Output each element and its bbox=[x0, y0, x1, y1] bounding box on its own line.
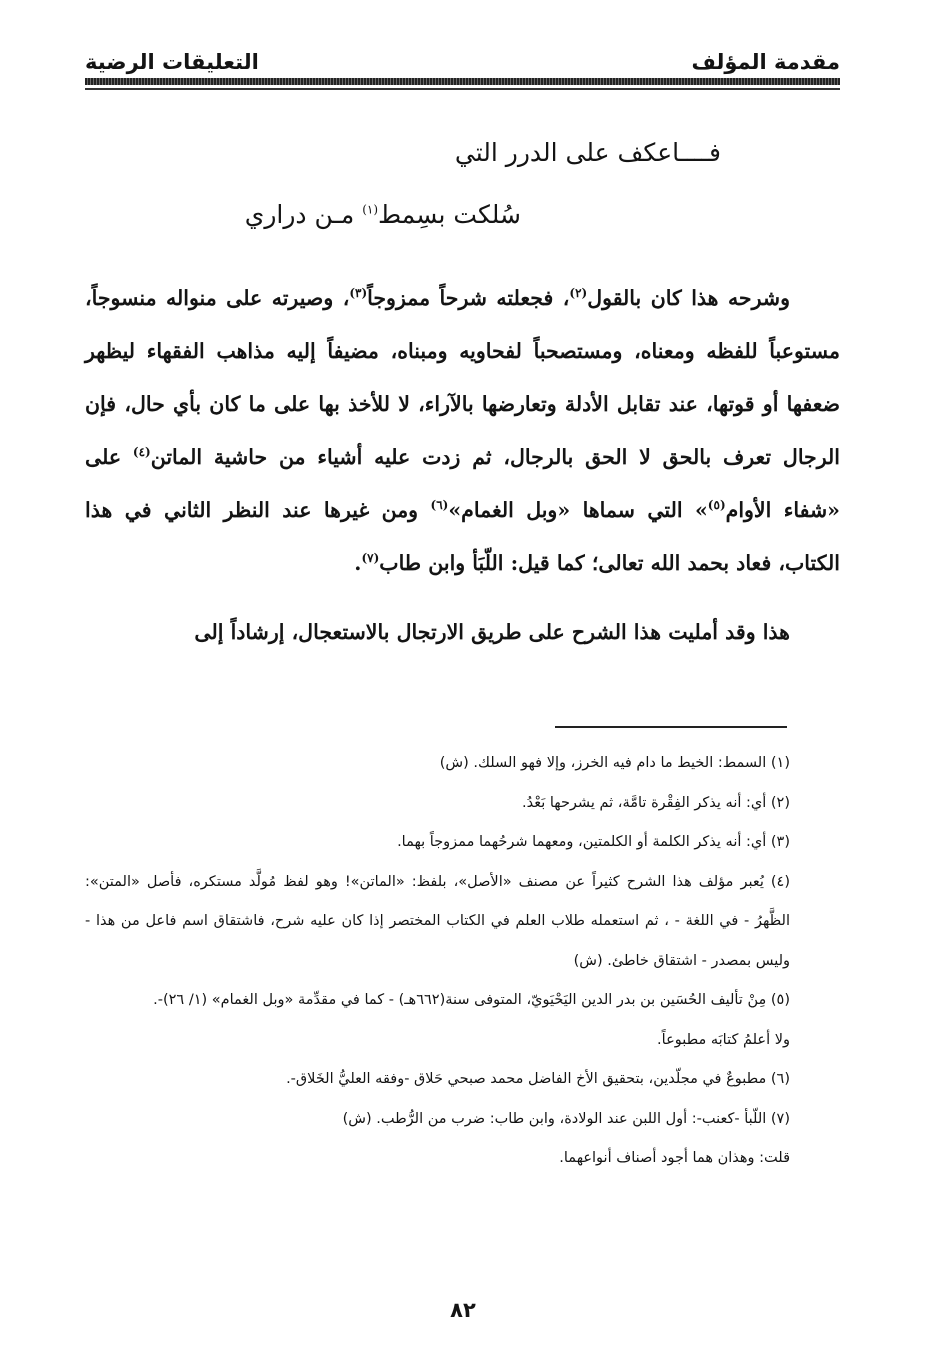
footnote-1: (١) السمط: الخيط ما دام فيه الخرز، وإلا فهو السلك. (ش) bbox=[439, 755, 790, 771]
text-run: ، وصيرته على منواله منسوجاً، مستوعباً للفظه ومعناه، ومستصحباً لفحاويه ومبناه، مضيفاً إليه مذاهب الفقهاء ليظهر ضعفها أو قوتها، عند تقابل الأدلة وتعارضها بالآراء، لا للأخذ بها على ما كان بأي حال، فإن الرجال تعرف بالحق لا الحق بالرجال، ثم زدت عليه أشياء من حاشية الماتن bbox=[85, 286, 840, 469]
paragraph: هذا وقد أمليت هذا الشرح على طريق الارتجال بالاستعجال، إرشاداً إلى bbox=[194, 620, 790, 644]
header-rule-thick bbox=[85, 78, 840, 85]
running-header bbox=[85, 42, 840, 74]
paragraph bbox=[85, 272, 840, 590]
page-number: ٨٢ bbox=[450, 1298, 476, 1322]
footnote-separator bbox=[555, 726, 787, 728]
footnote-ref: (٤) bbox=[132, 445, 151, 460]
footnote-2: (٢) أي: أنه يذكر الفِقْرة تامَّة، ثم يشرحها بَعْدُ. bbox=[521, 794, 790, 811]
footnote-ref: (٧) bbox=[361, 551, 380, 566]
footnotes bbox=[85, 744, 840, 1179]
footnote-5: (٥) مِنْ تأليف الحُسَين بن بدر الدين اليَحْيَويّ، المتوفى سنة(٦٦٢هـ) - كما في مقدِّمة «وبل الغمام» (١/ ٢٦)-. bbox=[153, 992, 790, 1008]
footnote-ref: (٦) bbox=[430, 498, 449, 513]
footnote-4: (٤) يُعبر مؤلف هذا الشرح كثيراً عن مصنف «الأصل»، بلفظ: «الماتن»! وهو لفظ مُولَّد مستكره، فأصل «المتن»: الظَّهرُ - في اللغة - ، ثم استعمله طلاب العلم في الكتاب المختصر إذا كان عليه شرح، فاشتقاق اسم فاعل من هذا - وليس بمصدر - اشتقاق خاطئ. (ش) bbox=[85, 873, 790, 969]
poem-line-2-text: سُلكت بسِمط bbox=[378, 200, 521, 229]
footnote-ref: (١) bbox=[362, 202, 379, 217]
text-run: » التي سماها «وبل الغمام» bbox=[448, 498, 708, 522]
text-run: ومن غيرها عند النظر الثاني في هذا الكتاب، فعاد بحمد الله تعالى؛ كما قيل: اللّبَأ وابن طاب bbox=[85, 498, 840, 575]
footnote-7: (٧) اللّبأ -كعنب-: أول اللبن عند الولادة، وابن طاب: ضرب من الرُّطب. (ش) bbox=[342, 1110, 790, 1127]
footnote-7-continuation: قلت: وهذان هما أجود أصناف أنواعهما. bbox=[559, 1150, 790, 1166]
poem-line-2 bbox=[245, 200, 521, 229]
header-chapter-title: مقدمة المؤلف bbox=[691, 50, 840, 74]
footnote-5-continuation: ولا أعلمُ كتابَه مطبوعاً. bbox=[657, 1031, 790, 1048]
poem-line-2-text: مـن دراري bbox=[244, 200, 363, 229]
header-rule-thin bbox=[85, 88, 840, 90]
main-text bbox=[85, 272, 840, 659]
footnote-3: (٣) أي: أنه يذكر الكلمة أو الكلمتين، ومعهما شرحُهما ممزوجاً بهما. bbox=[397, 834, 790, 850]
poem-line-1: فــــاعكف على الدرر التي bbox=[454, 138, 721, 167]
text-run: . bbox=[354, 551, 362, 575]
text-run: على «شفاء الأوام bbox=[85, 445, 840, 522]
header-book-title: التعليقات الرضية bbox=[85, 50, 259, 74]
text-run: ، فجعلته شرحاً ممزوجاً bbox=[367, 286, 570, 310]
footnote-6: (٦) مطبوعٌ في مجلّدين، بتحقيق الأخ الفاضل محمد صبحي حَلاق -وفقه العليُّ الخَلاق-. bbox=[286, 1071, 790, 1087]
footnote-ref: (٣) bbox=[349, 286, 368, 301]
text-run: وشرحه هذا كان بالقول bbox=[587, 286, 790, 310]
footnote-ref: (٥) bbox=[707, 498, 726, 513]
footnote-ref: (٢) bbox=[569, 286, 588, 301]
